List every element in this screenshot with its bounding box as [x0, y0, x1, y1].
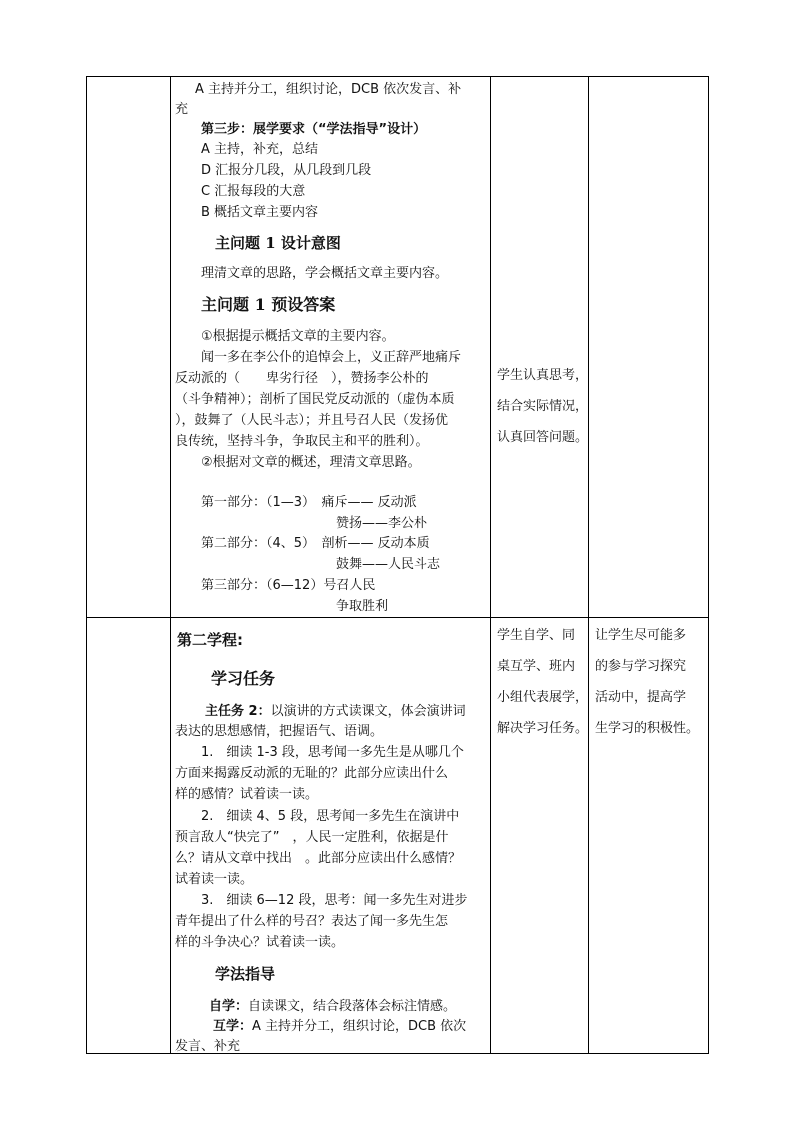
empty-cell [589, 77, 709, 618]
text-line: 解决学习任务。 [497, 721, 589, 736]
section-heading: 主问题 1 设计意图 [215, 234, 341, 252]
content-cell [171, 77, 491, 618]
section-heading: 学习任务 [211, 669, 276, 688]
text-line: 预言敌人“快完了” ，人民一定胜利，依据是什 [175, 830, 449, 845]
text-line [205, 702, 466, 722]
text-line: 反动派的（ 卑劣行径 ），赞扬李公朴的 [175, 371, 429, 386]
text-line: 第一部分：（1—3） 痛斥—— 反动派 [201, 495, 417, 510]
text-line: 桌互学、班内 [497, 659, 576, 674]
text-line: 的参与学习探究 [595, 659, 687, 674]
empty-cell [87, 618, 171, 1054]
lesson-plan-table [86, 76, 709, 1054]
text-line: 活动中，提高学 [595, 690, 687, 705]
text-line: 第三部分：（6—12）号召人民 [201, 578, 376, 593]
text-line: 第二部分：（4、5） 剖析—— 反动本质 [201, 536, 430, 551]
text-line [213, 1017, 466, 1037]
text-line [209, 997, 456, 1017]
text: 自读课文，结合段落体会标注情感。 [248, 999, 457, 1014]
stage-heading: 第二学程: [177, 631, 243, 649]
text-line: 发言、补充 [175, 1039, 241, 1054]
text-line: 表达的思想感情，把握语气、语调。 [175, 724, 384, 739]
section-heading: 学法指导 [215, 965, 276, 983]
text-line: 赞扬——李公朴 [336, 516, 428, 531]
text-line: 学生认真思考， [497, 368, 589, 383]
text-line: 争取胜利 [336, 599, 389, 614]
label: 互学： [213, 1019, 253, 1034]
text-line: 试着读一读。 [175, 872, 254, 887]
section-heading: 主问题 1 预设答案 [201, 295, 336, 314]
text-line: 方面来揭露反动派的无耻的？此部分应读出什么 [175, 766, 449, 781]
text-line: C 汇报每段的大意 [201, 184, 306, 199]
text-line: A 主持并分工，组织讨论，DCB 依次发言、补 [195, 82, 462, 97]
text-line: 3. 细读 6—12 段，思考：闻一多先生对进步 [201, 893, 468, 908]
label: 自学： [209, 999, 249, 1014]
text-line: 样的斗争决心？试着读一读。 [175, 935, 345, 950]
text-line: 学生自学、同 [497, 628, 576, 643]
text-line: 2. 细读 4、5 段，思考闻一多先生在演讲中 [201, 809, 460, 824]
student-activity-cell [491, 77, 589, 618]
text-line: A 主持，补充，总结 [201, 142, 319, 157]
text-line: 闻一多在李公仆的追悼会上，义正辞严地痛斥 [201, 350, 462, 365]
text-line: ），鼓舞了（人民斗志）；并且号召人民（发扬优 [175, 413, 449, 428]
text-line: 让学生尽可能多 [595, 628, 687, 643]
text: 以演讲的方式读课文，体会演讲词 [270, 704, 466, 719]
text-line: 1. 细读 1-3 段，思考闻一多先生是从哪几个 [201, 745, 464, 760]
text-line: ①根据提示概括文章的主要内容。 [201, 329, 395, 344]
content-cell [171, 618, 491, 1054]
text-line: 么？请从文章中找出 。此部分应读出什么感情？ [175, 851, 462, 866]
text-line: 认真回答问题。 [497, 430, 589, 445]
text-line: 理清文章的思路，学会概括文章主要内容。 [201, 266, 449, 281]
text: A 主持并分工，组织讨论，DCB 依次 [252, 1019, 467, 1034]
step-heading: 第三步：展学要求（“学法指导”设计） [201, 122, 427, 137]
text-line: 充 [175, 102, 189, 117]
text-line: 样的感情？试着读一读。 [175, 787, 319, 802]
text-line: 小组代表展学， [497, 690, 589, 705]
text-line: （斗争精神）；剖析了国民党反动派的（虚伪本质 [175, 392, 455, 407]
table-row [87, 77, 709, 618]
design-intent-cell [589, 618, 709, 1054]
text-line: 生学习的积极性。 [595, 721, 700, 736]
label: 主任务 2： [205, 704, 271, 719]
text-line: 鼓舞——人民斗志 [336, 557, 441, 572]
text-line: 良传统，坚持斗争，争取民主和平的胜利）。 [175, 434, 429, 449]
table-row [87, 618, 709, 1054]
text-line: 青年提出了什么样的号召？表达了闻一多先生怎 [175, 914, 449, 929]
text-line: 结合实际情况， [497, 399, 589, 414]
text-line: ②根据对文章的概述，理清文章思路。 [201, 455, 421, 470]
student-activity-cell [491, 618, 589, 1054]
text-line: B 概括文章主要内容 [201, 205, 319, 220]
text-line: D 汇报分几段，从几段到几段 [201, 163, 372, 178]
empty-cell [87, 77, 171, 618]
